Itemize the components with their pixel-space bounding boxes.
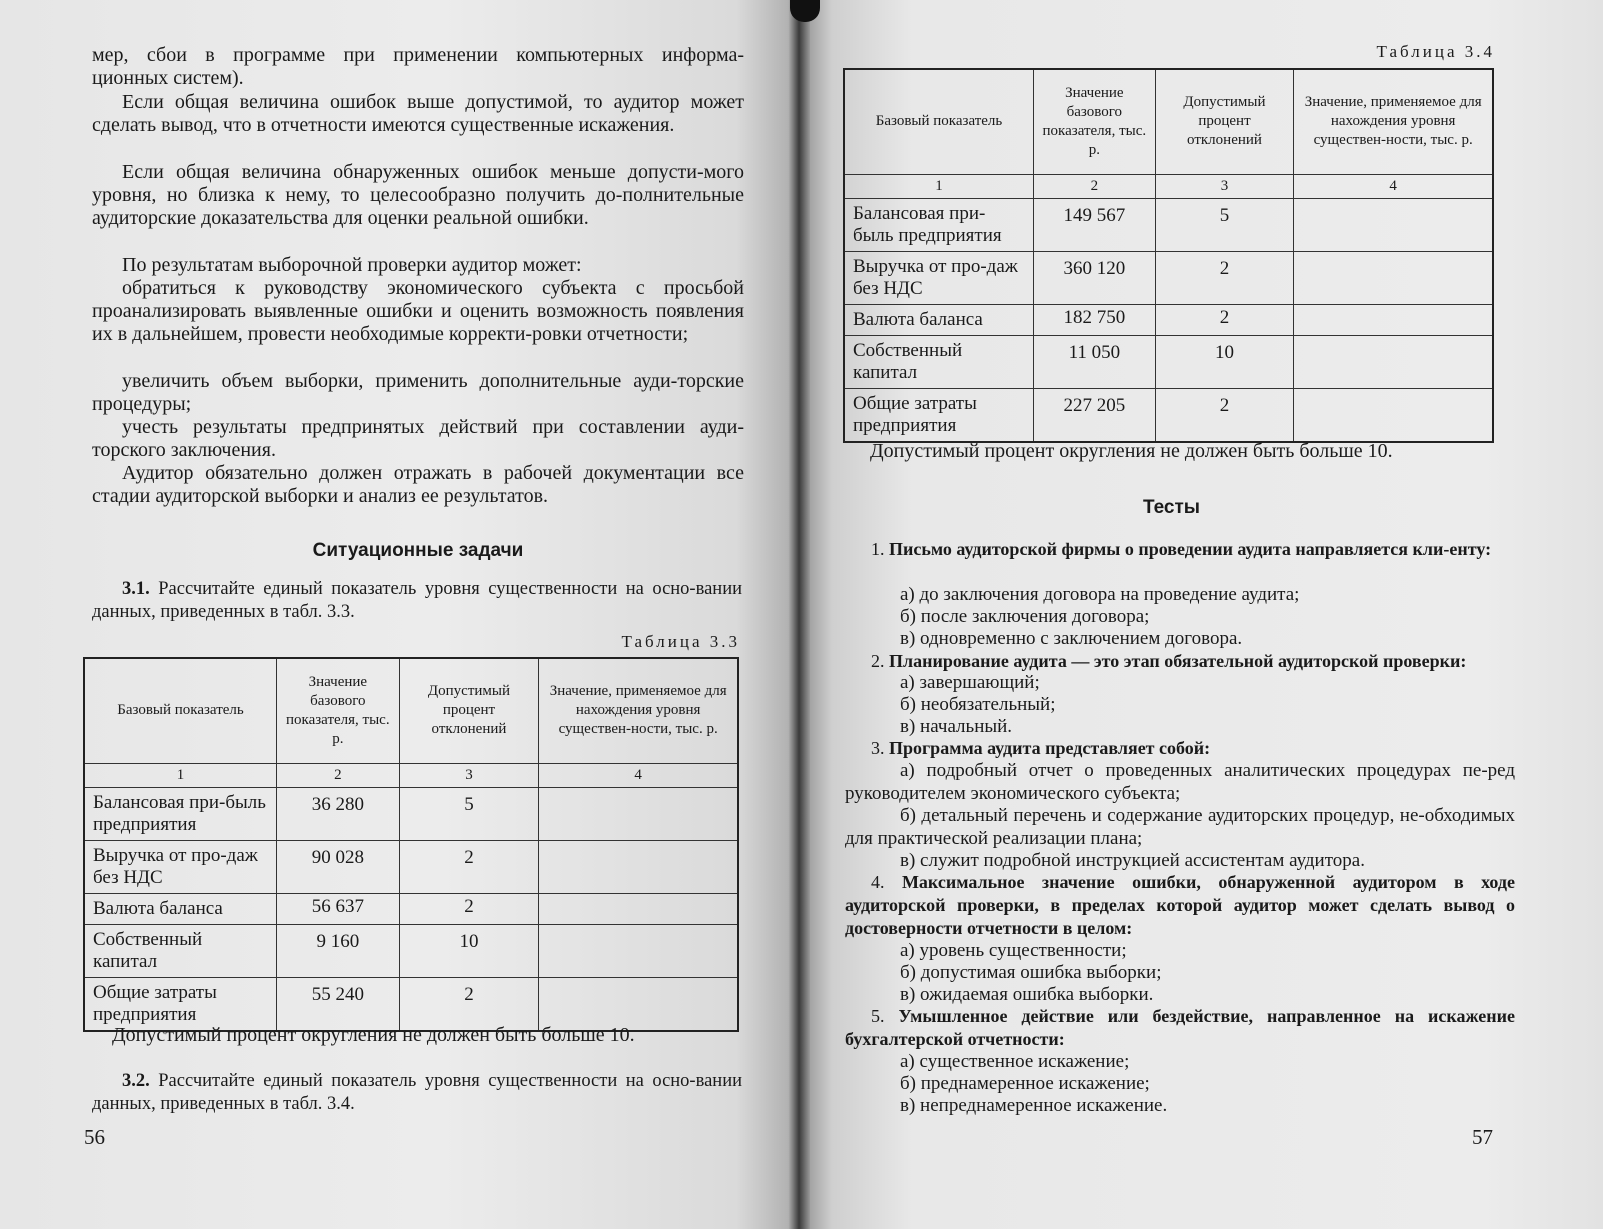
column-number: 3 (399, 763, 539, 787)
table-row (844, 335, 1493, 388)
row-label: Общие затраты предприятия (844, 388, 1034, 442)
row-label: Валюта баланса (844, 304, 1034, 335)
column-header: Значение, применяемое для нахождения уровня существен-ности, тыс. р. (1294, 69, 1493, 174)
answer-option: б) детальный перечень и содержание аудиторских процедур, не-обходимых для практической реализации плана; (845, 805, 1515, 849)
question-text: Умышленное действие или бездействие, направленное на искажение бухгалтерской отчетности: (845, 1006, 1515, 1049)
base-value: 9 160 (276, 924, 399, 977)
answer-option: в) начальный. (900, 716, 1013, 737)
percent-value: 2 (1155, 304, 1294, 335)
question (845, 1005, 1515, 1051)
result-value (539, 787, 738, 840)
column-number: 2 (276, 763, 399, 787)
task-number: 3.2. (122, 1071, 150, 1091)
row-label: Балансовая при-быль предприятия (844, 198, 1034, 251)
question-number: 1. (871, 539, 885, 559)
answer-option: а) существенное искажение; (900, 1051, 1130, 1072)
answer-option: б) необязательный; (900, 694, 1056, 715)
left-page (0, 0, 800, 1229)
table-row (844, 251, 1493, 304)
result-value (1294, 335, 1493, 388)
answer-option: в) ожидаемая ошибка выборки. (900, 984, 1154, 1005)
row-label: Валюта баланса (84, 893, 276, 924)
question-text: Планирование аудита — это этап обязательной аудиторской проверки: (889, 651, 1467, 671)
base-value: 11 050 (1034, 335, 1156, 388)
column-header: Допустимый процент отклонений (1155, 69, 1294, 174)
question (845, 650, 1515, 673)
percent-value: 2 (399, 840, 539, 893)
answer-option: а) подробный отчет о проведенных аналитических процедурах пе-ред руководителем экономического субъекта; (845, 760, 1515, 804)
answer-option: а) до заключения договора на проведение аудита; (900, 584, 1300, 605)
result-value (539, 924, 738, 977)
base-value: 56 637 (276, 893, 399, 924)
question-text: Программа аудита представляет собой: (889, 738, 1211, 758)
base-value: 227 205 (1034, 388, 1156, 442)
task-number: 3.1. (122, 579, 150, 599)
row-label: Собственный капитал (84, 924, 276, 977)
table-row (844, 198, 1493, 251)
answer-option: в) служит подробной инструкцией ассистентам аудитора. (900, 850, 1365, 871)
percent-value: 10 (399, 924, 539, 977)
question (845, 538, 1515, 561)
column-header: Базовый показатель (844, 69, 1034, 174)
column-header: Допустимый процент отклонений (399, 658, 539, 763)
table-row (844, 304, 1493, 335)
table-row (84, 977, 738, 1031)
question-number: 2. (871, 651, 885, 671)
column-number: 2 (1034, 174, 1156, 198)
table-note: Допустимый процент округления не должен быть больше 10. (870, 440, 1393, 462)
result-value (1294, 304, 1493, 335)
row-label: Выручка от про-даж без НДС (84, 840, 276, 893)
result-value (539, 893, 738, 924)
percent-value: 2 (1155, 388, 1294, 442)
column-header: Значение, применяемое для нахождения уровня существен-ности, тыс. р. (539, 658, 738, 763)
column-number: 1 (844, 174, 1034, 198)
row-label: Собственный капитал (844, 335, 1034, 388)
question (845, 737, 1515, 760)
column-header: Значение базового показателя, тыс. р. (1034, 69, 1156, 174)
question-number: 5. (871, 1006, 885, 1026)
table-row (844, 388, 1493, 442)
question-text: Письмо аудиторской фирмы о проведении аудита направляется кли-енту: (889, 539, 1492, 559)
base-value: 360 120 (1034, 251, 1156, 304)
row-label: Выручка от про-даж без НДС (844, 251, 1034, 304)
base-value: 90 028 (276, 840, 399, 893)
answer-option: в) непреднамеренное искажение. (900, 1095, 1168, 1116)
answer-option: б) после заключения договора; (900, 606, 1150, 627)
percent-value: 2 (399, 977, 539, 1031)
column-number: 4 (539, 763, 738, 787)
table-row (84, 924, 738, 977)
section-heading: Тесты (1142, 497, 1201, 518)
base-value: 55 240 (276, 977, 399, 1031)
question-text: Максимальное значение ошибки, обнаруженной аудитором в ходе аудиторской проверки, в пределах которой аудитор может сделать вывод о достоверности отчетности в целом: (845, 872, 1516, 938)
row-label: Общие затраты предприятия (84, 977, 276, 1031)
paragraph: обратиться к руководству экономического субъекта с просьбой проанализировать выявленные ошибки и оценить возможность появления их в дальнейшем, провести необходимые корректи-ровки отчетности; (92, 277, 744, 345)
percent-value: 5 (1155, 198, 1294, 251)
answer-option: в) одновременно с заключением договора. (900, 628, 1243, 649)
base-value: 149 567 (1034, 198, 1156, 251)
result-value (1294, 251, 1493, 304)
percent-value: 2 (399, 893, 539, 924)
book-spine (788, 0, 810, 1229)
paragraph: учесть результаты предпринятых действий при составлении ауди-торского заключения. (92, 416, 744, 461)
percent-value: 10 (1155, 335, 1294, 388)
paragraph: По результатам выборочной проверки аудитор может: (122, 254, 582, 276)
result-value (1294, 388, 1493, 442)
section-heading: Ситуационные задачи (312, 540, 524, 561)
table-note: Допустимый процент округления не должен быть больше 10. (112, 1024, 635, 1046)
text-line: ционных систем). (92, 67, 244, 89)
task-text: Рассчитайте единый показатель уровня существенности на осно-вании данных, приведенных в табл. 3.4. (92, 1071, 742, 1114)
paragraph: Если общая величина ошибок выше допустимой, то аудитор может сделать вывод, что в отчетности имеются существенные искажения. (92, 91, 744, 136)
paragraph: увеличить объем выборки, применить дополнительные ауди-торские процедуры; (92, 370, 744, 415)
data-table-3-4 (843, 68, 1494, 443)
page-number: 56 (84, 1125, 105, 1149)
table-caption: Таблица 3.4 (1376, 42, 1495, 61)
data-table-3-3 (83, 657, 739, 1032)
question-number: 3. (871, 738, 885, 758)
base-value: 182 750 (1034, 304, 1156, 335)
table-caption: Таблица 3.3 (621, 632, 740, 651)
question-number: 4. (871, 872, 885, 892)
result-value (1294, 198, 1493, 251)
table-row (84, 787, 738, 840)
task-paragraph (92, 1070, 742, 1116)
column-number: 3 (1155, 174, 1294, 198)
answer-option: б) допустимая ошибка выборки; (900, 962, 1162, 983)
result-value (539, 840, 738, 893)
percent-value: 5 (399, 787, 539, 840)
column-header: Значение базового показателя, тыс. р. (276, 658, 399, 763)
result-value (539, 977, 738, 1031)
task-text: Рассчитайте единый показатель уровня существенности на осно-вании данных, приведенных в табл. 3.3. (92, 579, 742, 622)
column-number: 1 (84, 763, 276, 787)
table-row (84, 893, 738, 924)
answer-option: а) завершающий; (900, 672, 1040, 693)
task-paragraph (92, 578, 742, 624)
column-header: Базовый показатель (84, 658, 276, 763)
base-value: 36 280 (276, 787, 399, 840)
answer-option: а) уровень существенности; (900, 940, 1127, 961)
answer-option: б) преднамеренное искажение; (900, 1073, 1150, 1094)
question (845, 871, 1515, 940)
column-number: 4 (1294, 174, 1493, 198)
row-label: Балансовая при-быль предприятия (84, 787, 276, 840)
paragraph: Если общая величина обнаруженных ошибок меньше допусти-мого уровня, но близка к нему, то целесообразно получить до-полнительные аудиторские доказательства для оценки реальной ошибки. (92, 161, 744, 229)
paragraph: Аудитор обязательно должен отражать в рабочей документации все стадии аудиторской выборки и анализ ее результатов. (92, 462, 744, 507)
percent-value: 2 (1155, 251, 1294, 304)
table-row (84, 840, 738, 893)
page-number: 57 (1472, 1125, 1493, 1149)
text-line: мер, сбои в программе при применении компьютерных информа- (92, 44, 744, 66)
